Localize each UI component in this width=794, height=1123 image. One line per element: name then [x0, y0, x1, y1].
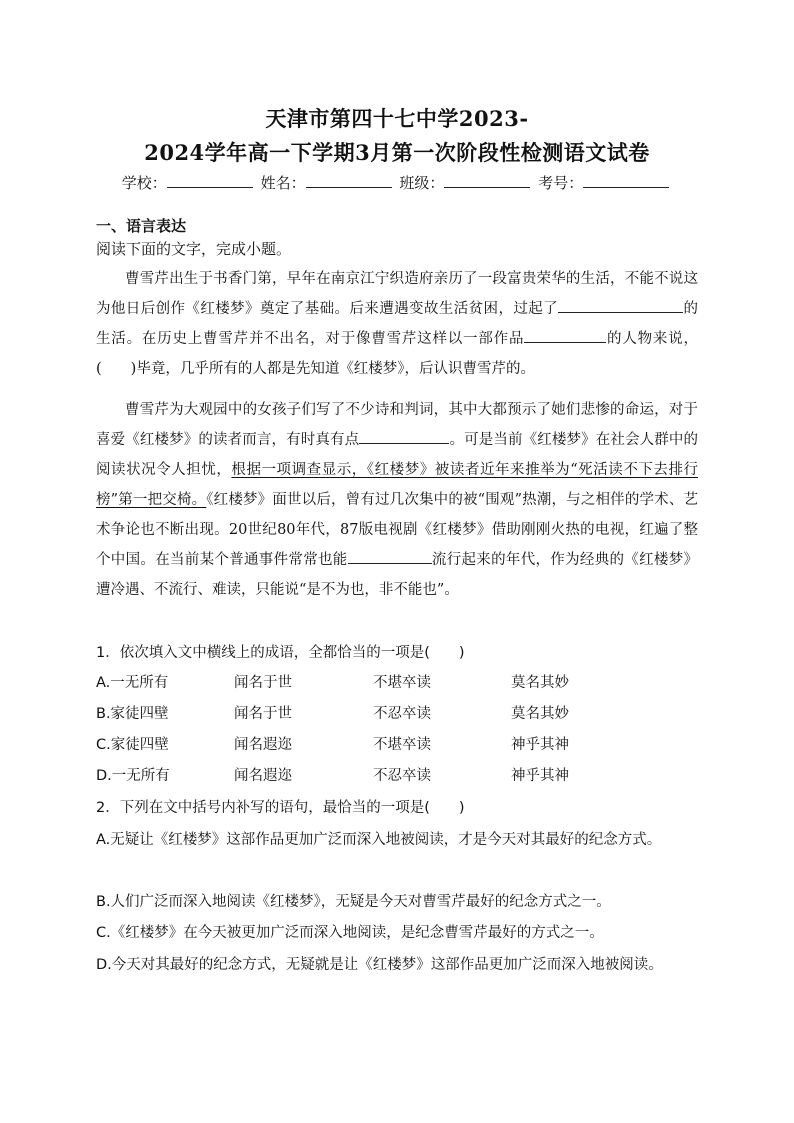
exam-number-blank[interactable]: [583, 173, 669, 188]
option-text: 闻名于世: [234, 675, 292, 691]
fill-blank-1: [558, 298, 683, 313]
passage-text: 曹雪芹出生于书香门第，早年在南京江宁织造府亲历了一段富贵荣华的生活，不能不说这为他日后创作《红楼梦》奠定了基础。后来遭遇变故生活贫困，过起了: [96, 271, 698, 317]
passage-text: 《红楼梦》面世以后，曾有过几次集中的被“围观”热潮，与之相伴的学术、艺术争论也不断出现。20世纪80年代，87版电视剧《红楼梦》借助刚刚火热的电视，红遍了整个中国。在当前某个普通事件常常也能: [96, 492, 698, 568]
option-text: 莫名其妙: [511, 706, 569, 722]
option-text: 不堪卒读: [373, 675, 431, 691]
passage-text: 曹雪芹为大观园中的女孩子们写了不少诗和判词，其中大都预示了她们悲惨的命运，对于喜爱《红楼梦》的读者而言，有时真有点: [96, 402, 698, 448]
name-label: 姓名：: [260, 174, 306, 192]
q1-option-d[interactable]: [96, 761, 698, 791]
exam-title-line1: 天津市第四十七中学2023-: [265, 106, 529, 131]
school-label: 学校：: [121, 174, 167, 192]
exam-number-label: 考号：: [538, 174, 584, 192]
underlined-sentence: 根据一项调查显示，《红楼梦》被读者近年来推举为“死活读不下去排行榜”第一把交椅。: [96, 462, 698, 508]
passage-text: 的生活。在历史上曹雪芹并不出名，对于像曹雪芹这样以一部作品: [96, 301, 698, 347]
fill-blank-2: [524, 328, 606, 343]
option-text: 不忍卒读: [373, 706, 431, 722]
q1-option-c[interactable]: [96, 730, 698, 760]
question-2-stem: 2．下列在文中括号内补写的语句，最恰当的一项是( ): [96, 800, 465, 816]
q1-option-b[interactable]: [96, 699, 698, 729]
option-text: 闻名遐迩: [234, 737, 292, 753]
passage-paragraph-2: [96, 395, 698, 605]
student-info-fields: [0, 172, 794, 193]
reading-instruction: 阅读下面的文字，完成小题。: [96, 240, 292, 258]
passage-text: 的人物来说，( )毕竟，几乎所有的人都是先知道《红楼梦》，后认识曹雪芹的。: [96, 331, 698, 377]
option-text: D.一无所有: [96, 768, 170, 784]
option-text: 不堪卒读: [373, 737, 431, 753]
q2-option-d[interactable]: D.今天对其最好的纪念方式，无疑就是让《红楼梦》这部作品更加广泛而深入地被阅读。: [96, 957, 663, 973]
class-label: 班级：: [399, 174, 445, 192]
option-text: 闻名于世: [234, 706, 292, 722]
option-text: 莫名其妙: [511, 675, 569, 691]
option-text: 神乎其神: [511, 768, 569, 784]
exam-title-line2: 2024学年高一下学期3月第一次阶段性检测语文试卷: [144, 140, 650, 165]
q2-option-a[interactable]: A.无疑让《红楼梦》这部作品更加广泛而深入地被阅读，才是今天对其最好的纪念方式。: [96, 832, 662, 848]
option-text: 闻名遐迩: [234, 768, 292, 784]
fill-blank-3: [359, 429, 449, 444]
class-blank[interactable]: [444, 173, 530, 188]
option-text: B.家徒四壁: [96, 706, 169, 722]
q2-option-b[interactable]: B.人们广泛而深入地阅读《红楼梦》，无疑是今天对曹雪芹最好的纪念方式之一。: [96, 894, 611, 910]
q2-option-c[interactable]: C.《红楼梦》在今天被更加广泛而深入地阅读，是纪念曹雪芹最好的方式之一。: [96, 925, 604, 941]
fill-blank-4: [348, 549, 432, 564]
option-text: 神乎其神: [511, 737, 569, 753]
option-text: 不忍卒读: [373, 768, 431, 784]
passage-text: 。可是当前《红楼梦》在社会人群中的阅读状况令人担忧，: [96, 432, 699, 478]
school-blank[interactable]: [167, 173, 253, 188]
name-blank[interactable]: [306, 173, 392, 188]
q1-option-a[interactable]: [96, 668, 698, 698]
option-text: C.家徒四壁: [96, 737, 169, 753]
passage-paragraph-1: [96, 264, 698, 384]
option-text: A.一无所有: [96, 675, 169, 691]
question-1-stem: 1．依次填入文中横线上的成语，全都恰当的一项是( ): [96, 645, 465, 661]
section-heading: 一、语言表达: [96, 217, 187, 235]
passage-text: 流行起来的年代，作为经典的《红楼梦》遭冷遇、不流行、难读，只能说“是不为也，非不能也”。: [96, 552, 699, 598]
